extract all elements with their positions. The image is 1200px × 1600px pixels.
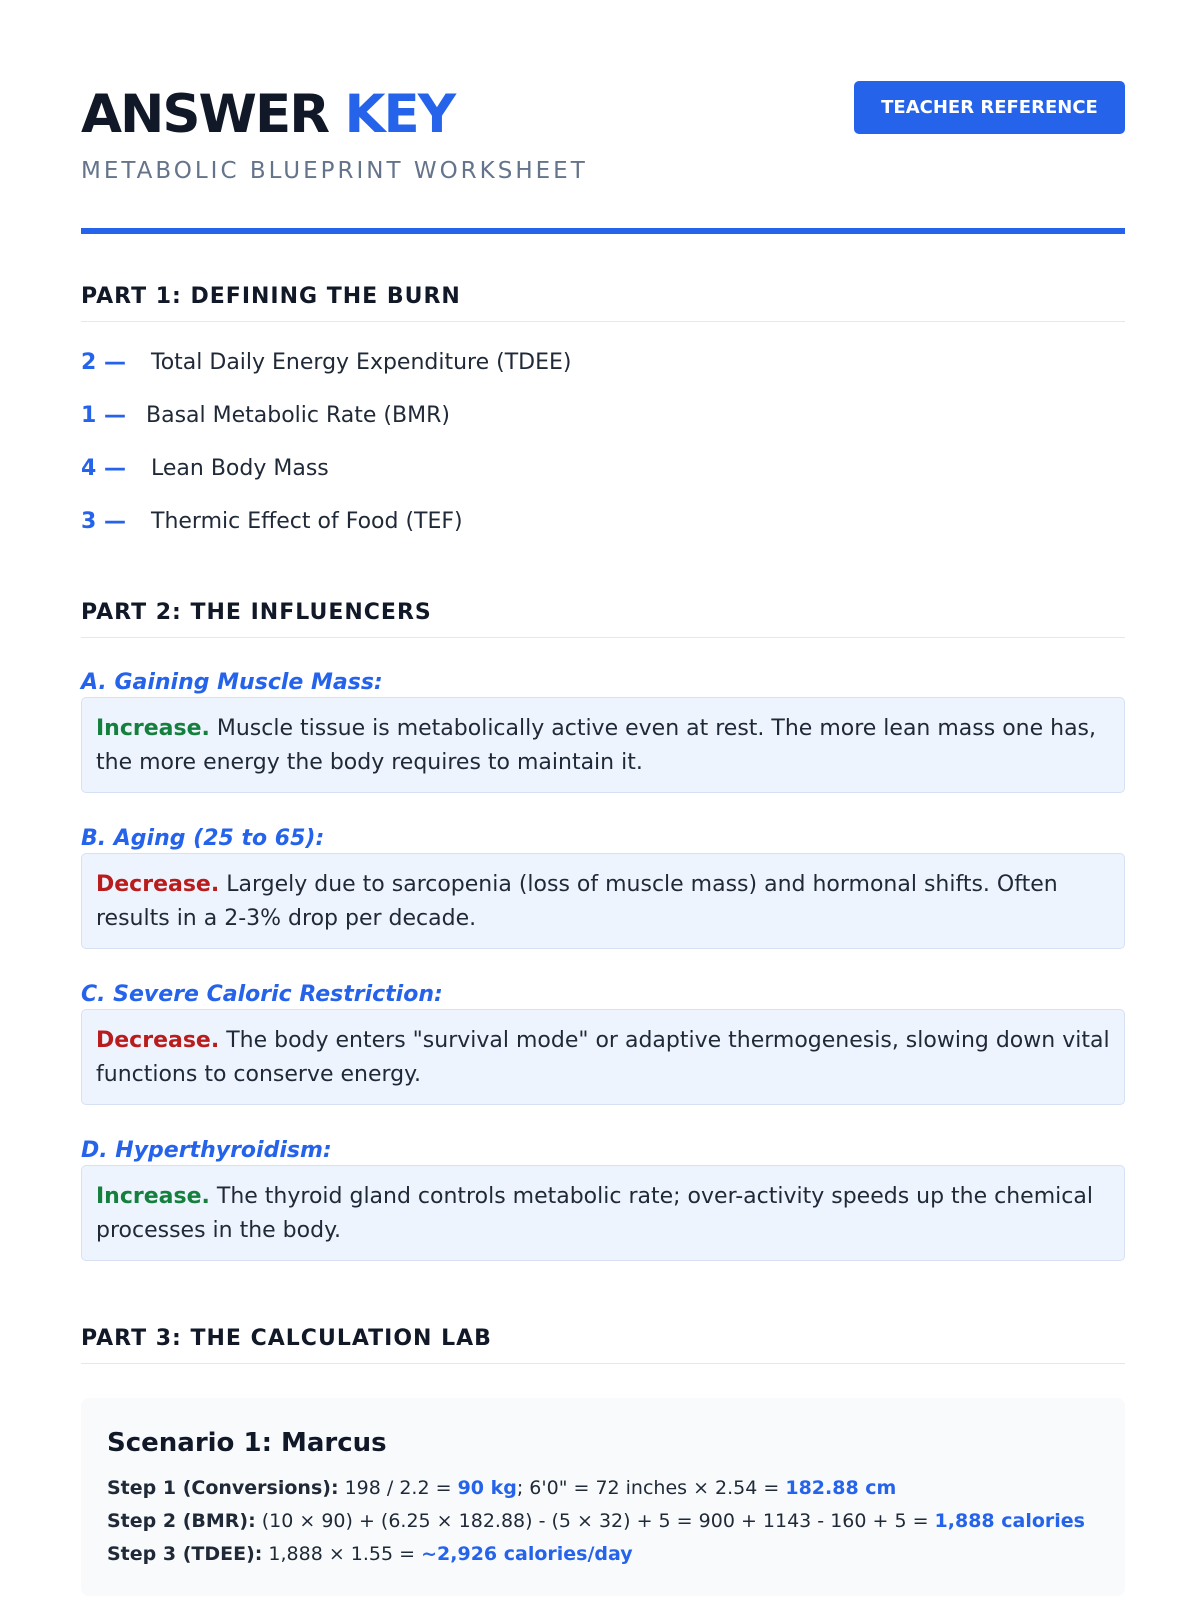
verdict-increase: Increase.	[96, 716, 210, 741]
match-number: 4 —	[81, 456, 126, 481]
part2-title: PART 2: THE INFLUENCERS	[81, 600, 432, 625]
result-weight: 90 kg	[457, 1477, 517, 1499]
scenario-card	[81, 1398, 1125, 1596]
step-label: Step 1 (Conversions):	[107, 1477, 339, 1499]
title-accent: KEY	[344, 84, 455, 145]
step-label: Step 3 (TDEE):	[107, 1543, 263, 1565]
part1-title: PART 1: DEFINING THE BURN	[81, 284, 461, 309]
step-bmr	[107, 1505, 1099, 1538]
teacher-reference-button[interactable]: TEACHER REFERENCE	[854, 81, 1125, 134]
answer-text: The body enters "survival mode" or adaptive thermogenesis, slowing down vital functions to conserve energy.	[96, 1028, 1110, 1087]
step-text: 1,888 × 1.55 =	[262, 1543, 422, 1565]
step-tdee	[107, 1538, 1099, 1571]
result-bmr: 1,888 calories	[934, 1510, 1085, 1532]
answer-text: Muscle tissue is metabolically active even at rest. The more lean mass one has, the more energy the body requires to maintain it.	[96, 716, 1097, 775]
influencer-label-caloric-restriction: C. Severe Caloric Restriction:	[81, 982, 443, 1007]
match-number: 1 —	[81, 403, 126, 428]
match-item-lean-body-mass	[81, 456, 329, 481]
answer-text: The thyroid gland controls metabolic rate; over-activity speeds up the chemical processes in the body.	[96, 1184, 1093, 1243]
match-item-tef	[81, 509, 463, 534]
step-text: 198 / 2.2 =	[338, 1477, 458, 1499]
match-term: Thermic Effect of Food (TEF)	[151, 509, 463, 534]
part3-title: PART 3: THE CALCULATION LAB	[81, 1326, 492, 1351]
influencer-label-muscle: A. Gaining Muscle Mass:	[81, 670, 383, 695]
result-height: 182.88 cm	[785, 1477, 897, 1499]
step-conversions	[107, 1472, 1099, 1505]
influencer-label-aging: B. Aging (25 to 65):	[81, 826, 325, 851]
scenario-title: Scenario 1: Marcus	[107, 1428, 387, 1458]
step-label: Step 2 (BMR):	[107, 1510, 256, 1532]
part2-divider	[81, 637, 1125, 638]
match-number: 2 —	[81, 350, 126, 375]
match-item-bmr	[81, 403, 450, 428]
influencer-answer-caloric-restriction	[81, 1009, 1125, 1105]
match-item-tdee	[81, 350, 572, 375]
part3-divider	[81, 1363, 1125, 1364]
result-tdee: ~2,926 calories/day	[421, 1543, 633, 1565]
influencer-answer-muscle	[81, 697, 1125, 793]
step-text: (10 × 90) + (6.25 × 182.88) - (5 × 32) + 5 = 900 + 1143 - 160 + 5 =	[255, 1510, 935, 1532]
match-term: Basal Metabolic Rate (BMR)	[146, 403, 450, 428]
verdict-decrease: Decrease.	[96, 1028, 220, 1053]
answer-key-page	[81, 0, 1125, 1565]
page-subtitle: METABOLIC BLUEPRINT WORKSHEET	[81, 158, 588, 184]
step-text: ; 6'0" = 72 inches × 2.54 =	[516, 1477, 786, 1499]
page-title	[81, 84, 454, 146]
title-main: ANSWER	[81, 84, 329, 145]
verdict-decrease: Decrease.	[96, 872, 220, 897]
verdict-increase: Increase.	[96, 1184, 210, 1209]
header-divider	[81, 228, 1125, 234]
influencer-label-hyperthyroidism: D. Hyperthyroidism:	[81, 1138, 332, 1163]
influencer-answer-aging	[81, 853, 1125, 949]
match-number: 3 —	[81, 509, 126, 534]
header	[81, 0, 1125, 188]
match-term: Total Daily Energy Expenditure (TDEE)	[151, 350, 572, 375]
influencer-answer-hyperthyroidism	[81, 1165, 1125, 1261]
part1-divider	[81, 321, 1125, 322]
answer-text: Largely due to sarcopenia (loss of muscle mass) and hormonal shifts. Often results in a 2-3% drop per decade.	[96, 872, 1058, 931]
match-term: Lean Body Mass	[151, 456, 329, 481]
